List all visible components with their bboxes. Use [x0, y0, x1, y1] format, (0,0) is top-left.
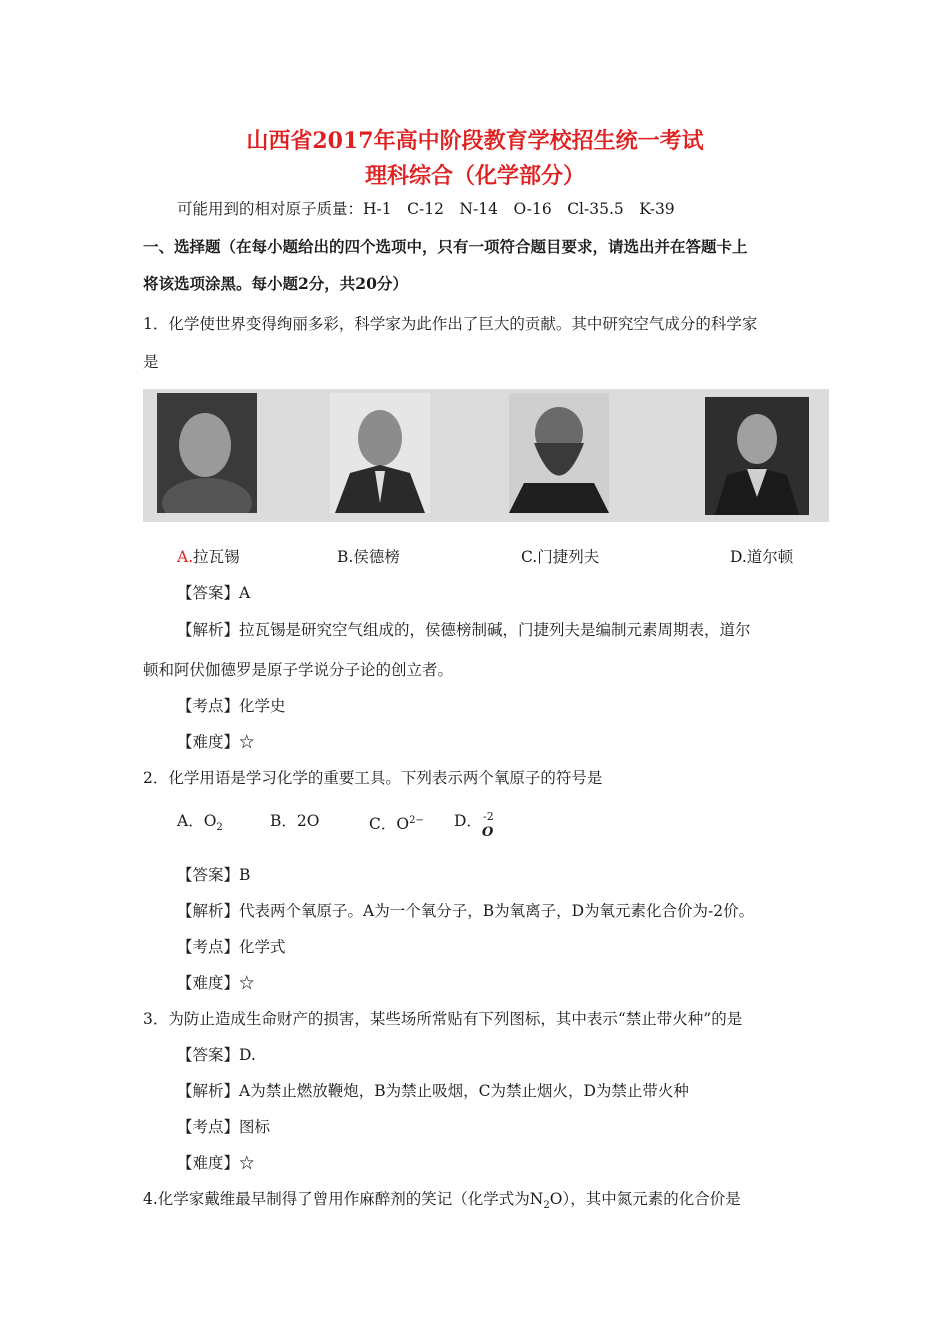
q2-option-c-sup: 2−	[409, 815, 424, 826]
q1-stem-line1: 1．化学使世界变得绚丽多彩，科学家为此作出了巨大的贡献。其中研究空气成分的科学家	[143, 315, 758, 333]
q2-option-a	[177, 811, 223, 838]
portrait-c	[509, 393, 609, 513]
exam-subtitle: 理科综合（化学部分）	[364, 163, 585, 189]
answer-value: B	[239, 866, 251, 884]
difficulty-star: ☆	[239, 733, 255, 751]
analysis-text: 拉瓦锡是研究空气组成的，侯德榜制碱，门捷列夫是编制元素周期表，道尔	[239, 621, 751, 639]
q2-option-b: B．2O	[270, 812, 320, 830]
q1-option-a-text: 拉瓦锡	[193, 548, 240, 566]
analysis-text: 代表两个氧原子。A为一个氧分子，B为氧离子，D为氧元素化合价为-2价。	[239, 902, 755, 920]
q2-option-a-sub: 2	[216, 822, 223, 834]
exam-title: 山西省2017年高中阶段教育学校招生统一考试	[246, 128, 704, 154]
q4-stem-before: 4.化学家戴维最早制得了曾用作麻醉剂的笑记（化学式为N	[143, 1190, 544, 1208]
q1-stem-line2: 是	[143, 353, 159, 371]
q1-answer	[177, 583, 250, 603]
point-value: 化学式	[239, 938, 286, 956]
q1-analysis-line1	[177, 620, 751, 640]
q2-option-d-prefix: D．	[454, 812, 482, 830]
difficulty-star: ☆	[239, 974, 255, 992]
point-label: 【考点】	[177, 938, 240, 956]
q3-difficulty	[177, 1153, 255, 1173]
q2-difficulty	[177, 973, 255, 993]
q4-stem	[143, 1189, 741, 1216]
answer-label: 【答案】	[177, 584, 240, 602]
q1-difficulty	[177, 732, 255, 752]
answer-value: D.	[239, 1046, 256, 1064]
q1-option-d: D.道尔顿	[730, 548, 794, 566]
portrait-b	[330, 393, 430, 513]
difficulty-star: ☆	[239, 1154, 255, 1172]
difficulty-label: 【难度】	[177, 733, 240, 751]
analysis-label: 【解析】	[177, 621, 240, 639]
atomic-masses: 可能用到的相对原子质量：H-1 C-12 N-14 O-16 Cl-35.5 K-39	[177, 200, 675, 218]
analysis-label: 【解析】	[177, 902, 240, 920]
q1-option-a-letter: A.	[177, 548, 194, 566]
difficulty-label: 【难度】	[177, 974, 240, 992]
q2-point	[177, 937, 286, 957]
analysis-label: 【解析】	[177, 1082, 240, 1100]
q3-point	[177, 1117, 270, 1137]
point-value: 化学史	[239, 697, 286, 715]
q2-option-d-valence: -2	[483, 810, 494, 823]
portrait-d	[705, 397, 809, 515]
q1-analysis-line2: 顿和阿伏伽德罗是原子学说分子论的创立者。	[143, 661, 454, 679]
portrait-a	[157, 393, 257, 513]
q1-option-a	[177, 547, 240, 567]
answer-label: 【答案】	[177, 1046, 240, 1064]
q1-option-b: B.侯德榜	[337, 548, 400, 566]
q2-option-c	[369, 811, 424, 834]
q3-answer	[177, 1045, 256, 1065]
q1-option-c: C.门捷列夫	[521, 548, 600, 566]
q4-stem-sub: 2	[543, 1200, 550, 1212]
q1-point	[177, 696, 286, 716]
q2-answer	[177, 865, 250, 885]
q2-option-a-main: O	[203, 812, 217, 830]
q2-option-a-prefix: A．	[177, 812, 204, 830]
section-heading-line2: 将该选项涂黑。每小题2分，共20分）	[143, 274, 408, 293]
answer-label: 【答案】	[177, 866, 240, 884]
point-label: 【考点】	[177, 697, 240, 715]
point-label: 【考点】	[177, 1118, 240, 1136]
q3-stem: 3．为防止造成生命财产的损害，某些场所常贴有下列图标，其中表示“禁止带火种”的是	[143, 1010, 743, 1028]
q2-stem: 2．化学用语是学习化学的重要工具。下列表示两个氧原子的符号是	[143, 769, 603, 787]
point-value: 图标	[239, 1118, 271, 1136]
q2-analysis	[177, 901, 754, 921]
q3-analysis	[177, 1081, 689, 1101]
q2-option-c-main: C．O	[369, 815, 410, 834]
analysis-text: A为禁止燃放鞭炮，B为禁止吸烟，C为禁止烟火，D为禁止带火种	[239, 1082, 689, 1100]
difficulty-label: 【难度】	[177, 1154, 240, 1172]
section-heading-line1: 一、选择题（在每小题给出的四个选项中，只有一项符合题目要求，请选出并在答题卡上	[143, 237, 748, 256]
q2-option-d-symbol: O	[482, 825, 494, 840]
answer-value: A	[239, 584, 251, 602]
scientist-photos	[143, 389, 829, 522]
q4-stem-after: O），其中氮元素的化合价是	[549, 1190, 741, 1208]
